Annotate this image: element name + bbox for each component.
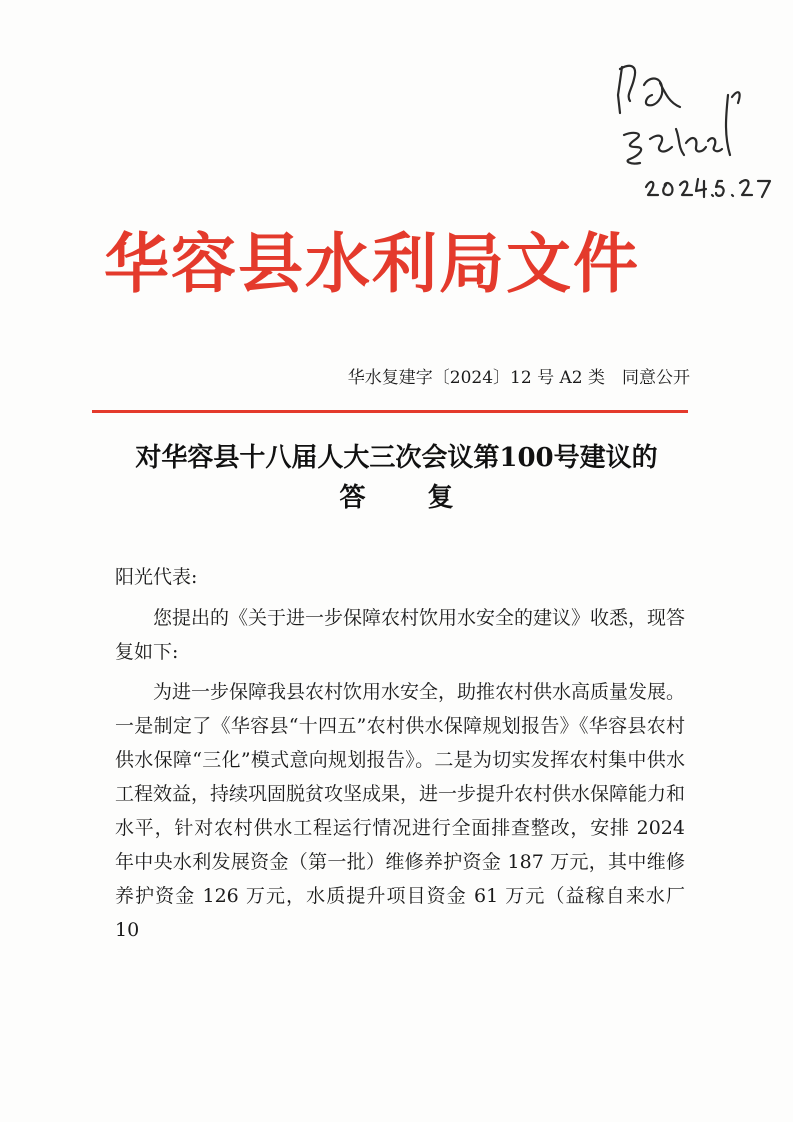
document-title [70,438,723,518]
document-number: 华水复建字〔2024〕12 号 A2 类 同意公开 [347,368,690,388]
handwritten-approval-signature [600,55,780,205]
signature-drawing [600,55,780,205]
red-divider-line [92,410,688,413]
document-body [115,560,685,953]
body-paragraph-1: 您提出的《关于进一步保障农村饮用水安全的建议》收悉，现答复如下: [115,607,686,663]
issuing-authority-header: 华容县水利局文件 [104,227,641,302]
salutation: 阳光代表: [115,566,198,588]
document-title-line-1: 对华容县十八届人大三次会议第100号建议的 [135,443,658,473]
body-paragraph-2: 为进一步保障我县农村饮用水安全，助推农村供水高质量发展。一是制定了《华容县“十四五”农村供水保障规划报告》《华容县农村供水保障“三化”模式意向规划报告》。二是为切实发挥农村集中供水工程效益，持续巩固脱贫攻坚成果，进一步提升农村供水保障能力和水平，针对农村供水工程运行情况进行全面排查整改，安排 2024 年中央水利发展资金（第一批）维修养护资金 187 万元，其中维修养护资金 126 万元，水质提升项目资金 61 万元（益稼自来水厂 10 [115,681,686,941]
document-title-line-2: 答复 [339,483,516,513]
